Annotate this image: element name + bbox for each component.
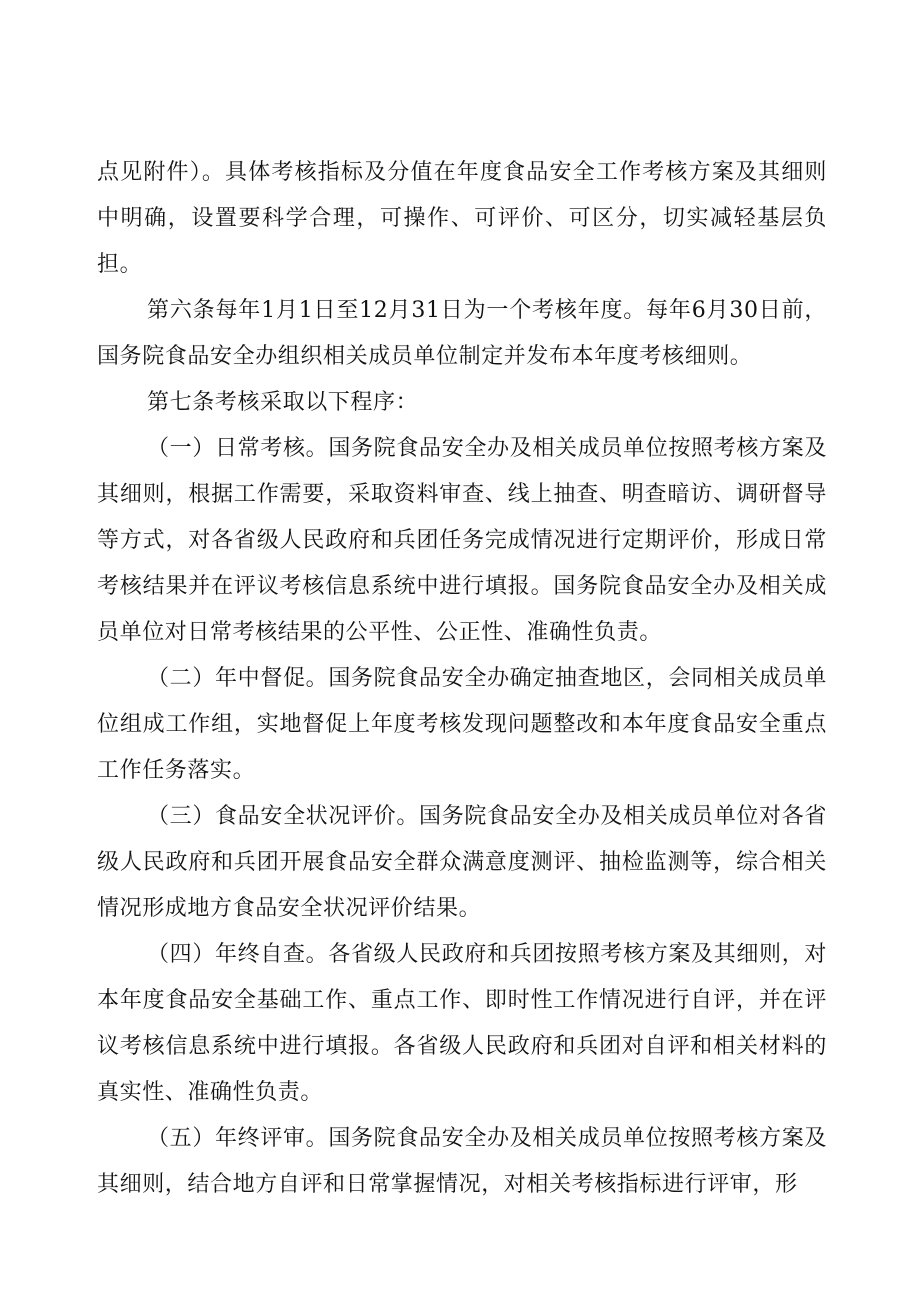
paragraph-article-7: 第七条考核采取以下程序： [147,390,419,415]
paragraph-yearend-self-check: （四）年终自查。各省级人民政府和兵团按照考核方案及其细则，对本年度食品安全基础工作、重点工作、即时性工作情况进行自评，并在评议考核信息系统中进行填报。各省级人民政府和兵团对自评和相关材料的真实性、准确性负责。 [97,942,827,1105]
document-body [97,150,827,1208]
paragraph-yearend-review: （五）年终评审。国务院食品安全办及相关成员单位按照考核方案及其细则，结合地方自评和日常掌握情况，对相关考核指标进行评审，形 [97,1126,827,1197]
paragraph-midyear-supervision: （二）年中督促。国务院食品安全办确定抽查地区，会同相关成员单位组成工作组，实地督促上年度考核发现问题整改和本年度食品安全重点工作任务落实。 [97,666,827,783]
paragraph-continuation: 点见附件）。具体考核指标及分值在年度食品安全工作考核方案及其细则中明确，设置要科学合理，可操作、可评价、可区分，切实减轻基层负担。 [97,160,827,277]
paragraph-safety-evaluation: （三）食品安全状况评价。国务院食品安全办及相关成员单位对各省级人民政府和兵团开展食品安全群众满意度测评、抽检监测等，综合相关情况形成地方食品安全状况评价结果。 [97,804,827,921]
paragraph-article-6: 第六条每年1月1日至12月31日为一个考核年度。每年6月30日前，国务院食品安全办组织相关成员单位制定并发布本年度考核细则。 [97,298,827,369]
paragraph-daily-assessment: （一）日常考核。国务院食品安全办及相关成员单位按照考核方案及其细则，根据工作需要，采取资料审查、线上抽查、明查暗访、调研督导等方式，对各省级人民政府和兵团任务完成情况进行定期评价，形成日常考核结果并在评议考核信息系统中进行填报。国务院食品安全办及相关成员单位对日常考核结果的公平性、公正性、准确性负责。 [97,436,827,645]
